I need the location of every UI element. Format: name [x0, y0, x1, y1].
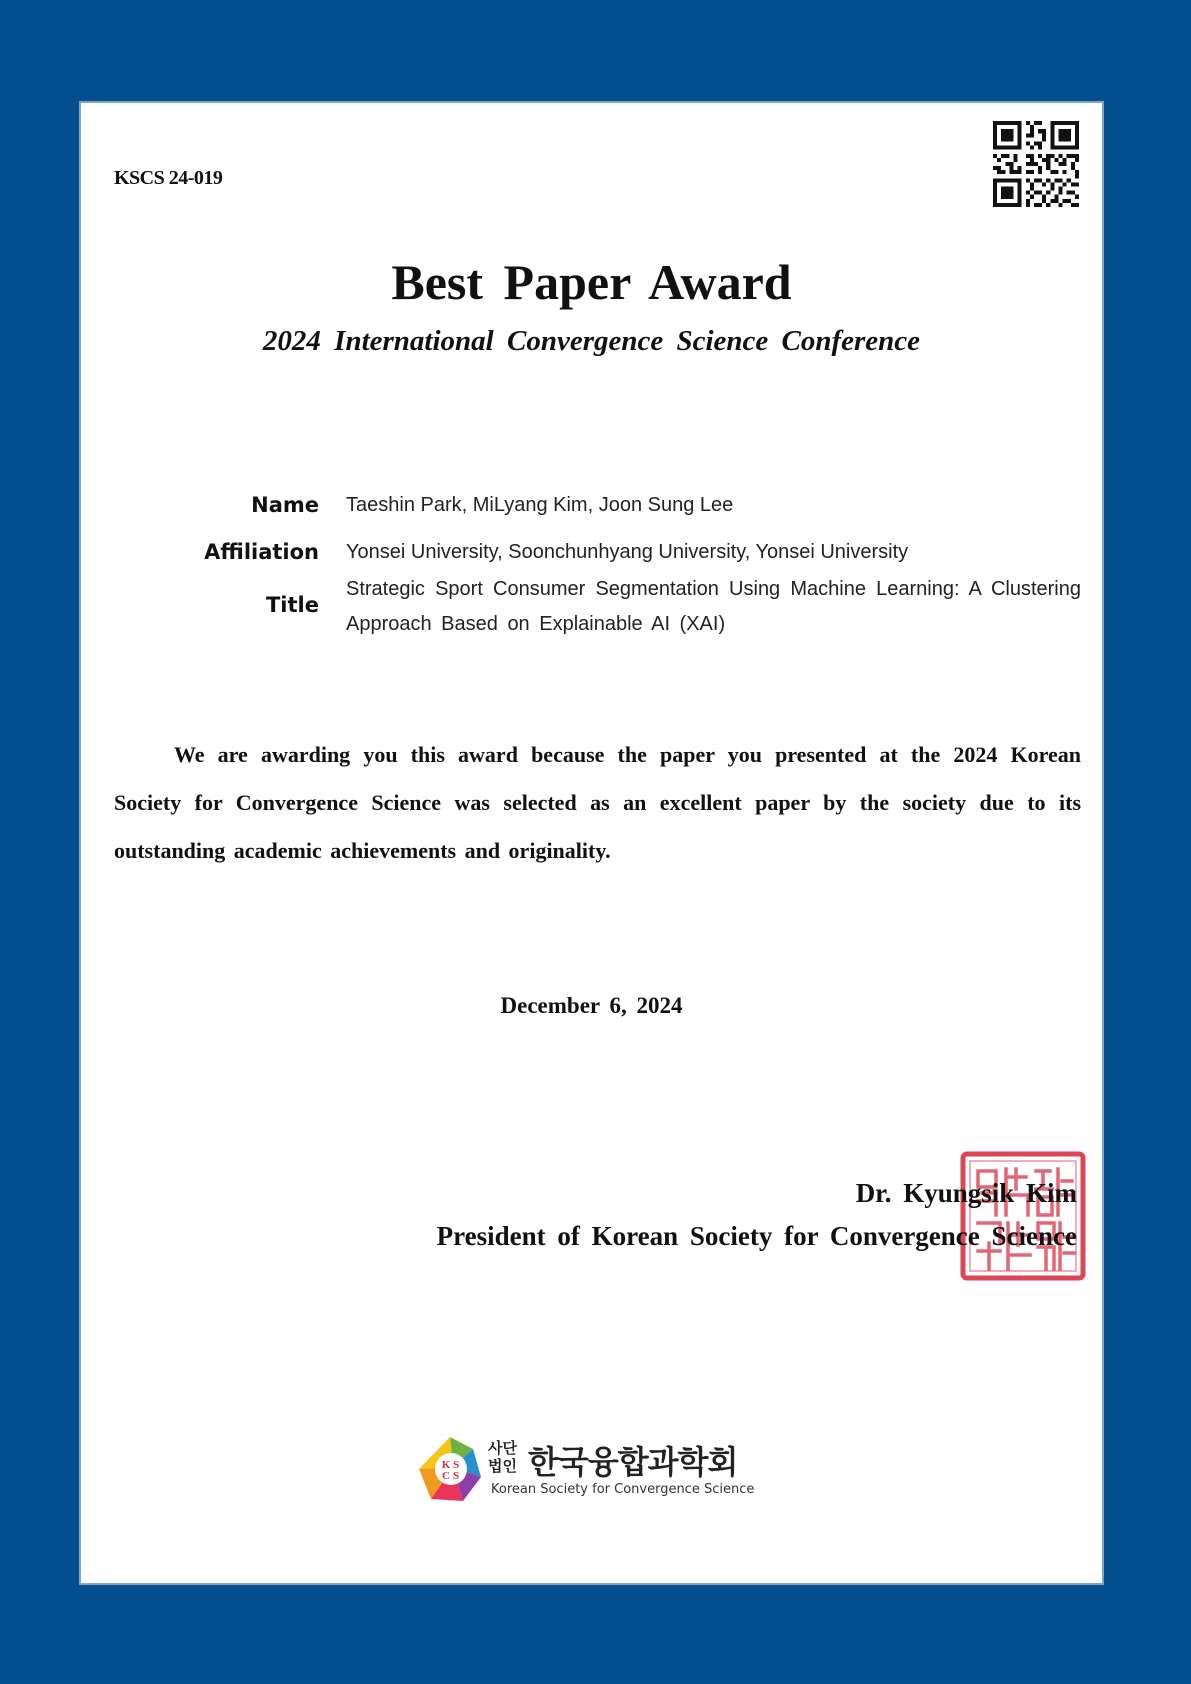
svg-text:S: S	[452, 1459, 460, 1471]
signer-name: Dr. Kyungsik Kim	[855, 1178, 1077, 1208]
svg-text:S: S	[452, 1470, 460, 1482]
logo-korean-name: 한국융합과학회	[528, 1443, 738, 1481]
award-statement: We are awarding you this award because the paper you presented at the 2024 Korean Society for Convergence Science was selected as an excellent paper by the society due to its outstanding academic achievements and originality.	[114, 742, 1081, 863]
svg-text:C: C	[442, 1470, 450, 1482]
award-date: December 6, 2024	[500, 993, 683, 1018]
title-label: Title	[265, 593, 319, 617]
certificate-sheet	[79, 101, 1104, 1585]
qr-code-icon	[993, 121, 1079, 207]
svg-text:K: K	[441, 1459, 451, 1471]
affiliation-value: Yonsei University, Soonchunhyang University, Yonsei University	[346, 541, 909, 563]
kscs-logo-icon	[415, 1433, 485, 1505]
affiliation-label: Affiliation	[204, 540, 319, 564]
certificate-code: KSCS 24-019	[114, 167, 223, 189]
official-seal-stamp	[960, 1151, 1086, 1281]
logo-english-name: Korean Society for Convergence Science	[491, 1482, 755, 1497]
name-value: Taeshin Park, MiLyang Kim, Joon Sung Lee	[346, 494, 734, 516]
logo-small-line1: 사단	[488, 1439, 517, 1457]
certificate-title: Best Paper Award	[391, 254, 792, 310]
society-logo	[415, 1433, 755, 1513]
signer-position: President of Korean Society for Convergence Science	[436, 1221, 1077, 1251]
certificate-subtitle: 2024 International Convergence Science Conference	[262, 325, 921, 357]
logo-small-line2: 법인	[488, 1457, 517, 1475]
paper-title-value: Strategic Sport Consumer Segmentation Using Machine Learning: A Clustering Approach Based on Explainable AI (XAI)	[346, 578, 1081, 635]
logo-small-text	[488, 1439, 528, 1475]
name-label: Name	[251, 493, 319, 517]
